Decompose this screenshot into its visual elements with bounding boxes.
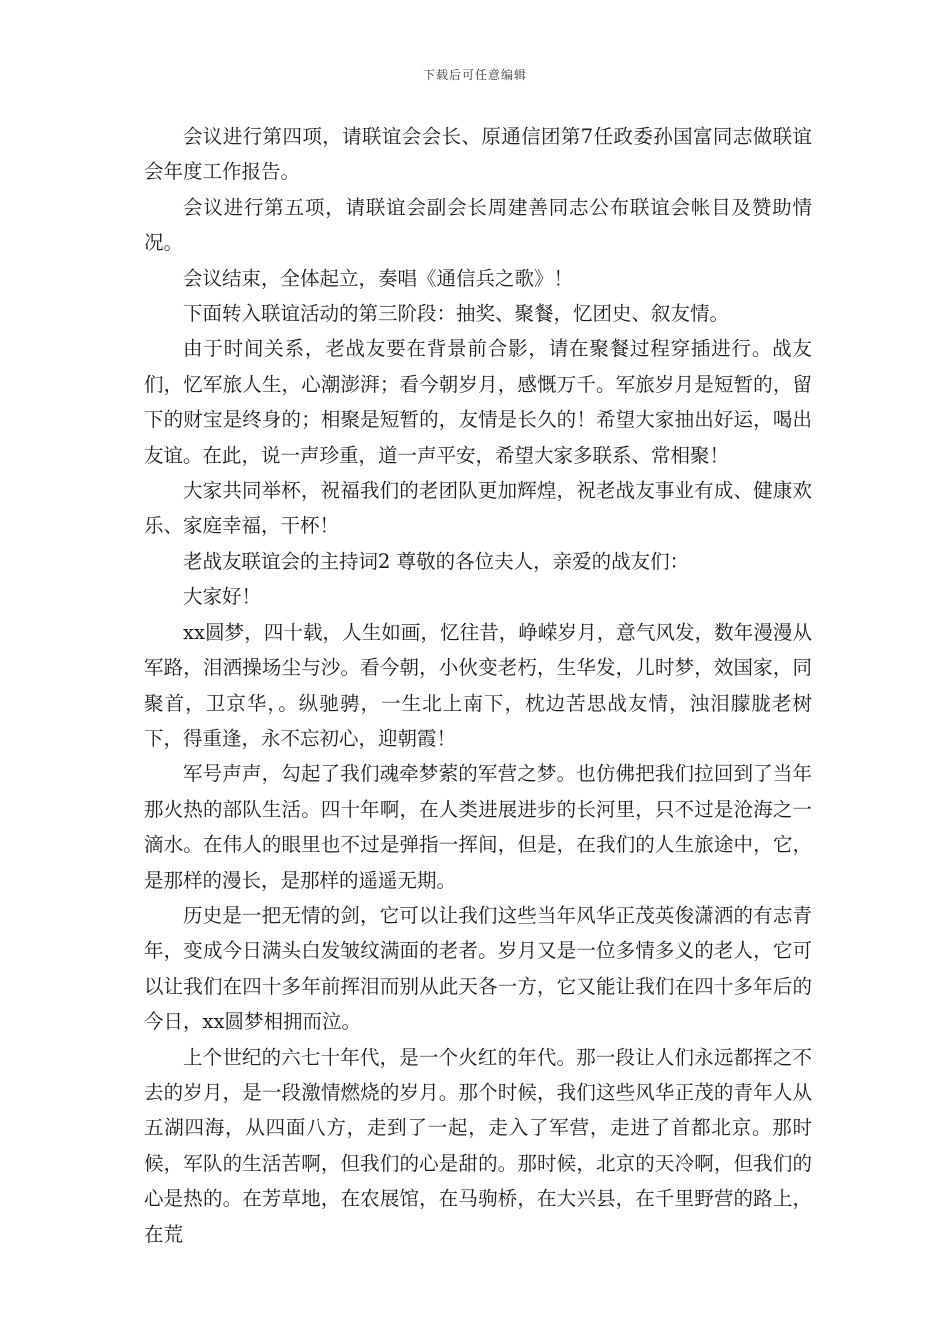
paragraph: xx圆梦，四十载，人生如画，忆往昔，峥嵘岁月，意气风发，数年漫漫从军路，泪洒操场尘与沙。看今朝，小伙变老朽，生华发，儿时梦，效国家，同聚首，卫京华，。纵驰骋，一生北上南下，枕边苦思战友情，浊泪朦胧老树下，得重逢，永不忘初心，迎朝霞！ [144, 620, 812, 750]
paragraph: 大家好！ [183, 585, 262, 609]
paragraph: 会议进行第五项，请联谊会副会长周建善同志公布联谊会帐目及赞助情况。 [144, 195, 812, 255]
paragraph: 军号声声，勾起了我们魂牵梦萦的军营之梦。也仿佛把我们拉回到了当年那火热的部队生活。四十年啊，在人类进展进步的长河里，只不过是沧海之一滴水。在伟人的眼里也不过是弹指一挥间，但是，在我们的人生旅途中，它，是那样的漫长，是那样的遥遥无期。 [144, 762, 812, 892]
paragraph: 下面转入联谊活动的第三阶段：抽奖、聚餐，忆团史、叙友情。 [183, 302, 730, 326]
paragraph: 会议结束，全体起立，奏唱《通信兵之歌》！ [183, 266, 574, 290]
paragraph: 老战友联谊会的主持词2 尊敬的各位夫人，亲爱的战友们： [183, 549, 690, 573]
document-body [144, 119, 812, 1252]
paragraph: 会议进行第四项，请联谊会会长、原通信团第7任政委孙国富同志做联谊会年度工作报告。 [144, 125, 812, 184]
paragraph: 上个世纪的六七十年代，是一个火红的年代。那一段让人们永远都挥之不去的岁月，是一段激情燃烧的岁月。那个时候，我们这些风华正茂的青年人从五湖四海，从四面八方，走到了一起，走入了军营，走进了首都北京。那时候，军队的生活苦啊，但我们的心是甜的。那时候，北京的天冷啊，但我们的心是热的。在芳草地，在农展馆，在马驹桥，在大兴县，在千里野营的路上，在荒 [144, 1045, 812, 1246]
paragraph: 历史是一把无情的剑，它可以让我们这些当年风华正茂英俊潇洒的有志青年，变成今日满头白发皱纹满面的老者。岁月又是一位多情多义的老人，它可以让我们在四十多年前挥泪而别从此天各一方，它又能让我们在四十多年后的今日，xx圆梦相拥而泣。 [144, 903, 812, 1034]
page-header: 下载后可任意编辑 [422, 68, 527, 82]
paragraph: 大家共同举杯，祝福我们的老团队更加辉煌，祝老战友事业有成、健康欢乐、家庭幸福，干杯！ [144, 479, 812, 538]
paragraph: 由于时间关系，老战友要在背景前合影，请在聚餐过程穿插进行。战友们，忆军旅人生，心潮澎湃；看今朝岁月，感慨万千。军旅岁月是短暂的，留下的财宝是终身的；相聚是短暂的，友情是长久的！希望大家抽出好运，喝出友谊。在此，说一声珍重，道一声平安，希望大家多联系、常相聚！ [144, 337, 812, 467]
